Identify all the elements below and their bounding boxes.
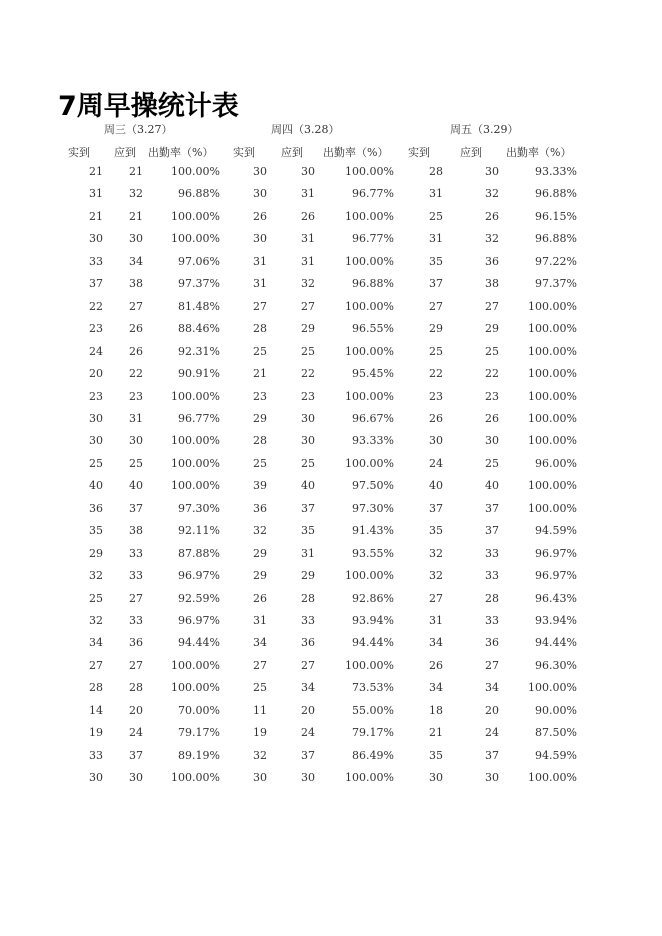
attendance-rate: 96.30%	[535, 658, 577, 672]
actual-count: 29	[253, 569, 267, 583]
expected-count: 23	[301, 389, 315, 403]
attendance-rate: 100.00%	[528, 479, 577, 493]
expected-count: 30	[485, 165, 499, 178]
attendance-rate: 73.53%	[352, 681, 394, 695]
attendance-rate: 96.97%	[178, 569, 220, 583]
actual-count: 40	[429, 479, 443, 493]
attendance-rate: 93.94%	[352, 614, 394, 627]
attendance-rate: 100.00%	[528, 771, 577, 785]
expected-count: 21	[129, 209, 143, 223]
actual-count: 24	[429, 456, 443, 470]
attendance-rate: 88.46%	[178, 322, 220, 336]
attendance-rate: 100.00%	[345, 254, 394, 268]
attendance-rate: 100.00%	[345, 209, 394, 223]
expected-count: 27	[129, 591, 143, 605]
actual-count: 32	[89, 569, 103, 583]
attendance-rate: 100.00%	[171, 434, 220, 448]
attendance-rate: 100.00%	[171, 209, 220, 223]
column-header: 应到	[281, 146, 303, 159]
actual-count: 23	[253, 389, 267, 403]
attendance-rate: 96.55%	[352, 322, 394, 336]
expected-count: 36	[129, 636, 143, 650]
day-header: 周四（3.28）	[271, 123, 340, 136]
attendance-rate: 90.91%	[178, 367, 220, 381]
actual-count: 14	[89, 703, 103, 717]
attendance-rate: 94.44%	[352, 636, 394, 650]
expected-count: 20	[485, 703, 499, 717]
actual-count: 30	[89, 411, 103, 425]
attendance-rate: 97.22%	[535, 254, 577, 268]
expected-count: 33	[485, 569, 499, 583]
column-header: 应到	[114, 146, 136, 159]
attendance-rate: 96.77%	[352, 187, 394, 201]
attendance-rate: 93.33%	[535, 165, 577, 178]
attendance-rate: 89.19%	[178, 748, 220, 762]
column-header: 出勤率（%）	[506, 146, 572, 159]
expected-count: 28	[301, 591, 315, 605]
expected-count: 27	[301, 299, 315, 313]
expected-count: 29	[301, 322, 315, 336]
expected-count: 26	[129, 322, 143, 336]
actual-count: 35	[429, 254, 443, 268]
actual-count: 23	[89, 322, 103, 336]
actual-count: 32	[253, 524, 267, 538]
expected-count: 34	[129, 254, 143, 268]
attendance-rate: 96.67%	[352, 411, 394, 425]
actual-count: 27	[89, 658, 103, 672]
column-header: 出勤率（%）	[323, 146, 389, 159]
attendance-rate: 91.43%	[352, 524, 394, 538]
expected-count: 27	[129, 299, 143, 313]
attendance-rate: 96.97%	[535, 546, 577, 560]
expected-count: 31	[301, 546, 315, 560]
expected-count: 20	[129, 703, 143, 717]
actual-count: 37	[429, 277, 443, 291]
attendance-rate: 81.48%	[178, 299, 220, 313]
actual-count: 27	[253, 299, 267, 313]
attendance-rate: 55.00%	[352, 703, 394, 717]
expected-count: 34	[485, 681, 499, 695]
expected-count: 23	[485, 389, 499, 403]
actual-count: 22	[429, 367, 443, 381]
actual-count: 21	[89, 165, 103, 178]
actual-count: 36	[253, 501, 267, 515]
actual-count: 35	[89, 524, 103, 538]
expected-count: 32	[485, 232, 499, 246]
expected-count: 38	[129, 277, 143, 291]
expected-count: 40	[129, 479, 143, 493]
expected-count: 36	[485, 254, 499, 268]
expected-count: 31	[301, 187, 315, 201]
actual-count: 30	[429, 434, 443, 448]
attendance-rate: 92.86%	[352, 591, 394, 605]
expected-count: 31	[301, 254, 315, 268]
expected-count: 27	[485, 299, 499, 313]
expected-count: 26	[301, 209, 315, 223]
expected-count: 24	[129, 726, 143, 740]
attendance-rate: 97.37%	[535, 277, 577, 291]
attendance-rate: 96.97%	[178, 614, 220, 627]
attendance-rate: 79.17%	[352, 726, 394, 740]
attendance-rate: 86.49%	[352, 748, 394, 762]
expected-count: 36	[301, 636, 315, 650]
actual-count: 30	[253, 187, 267, 201]
attendance-rate: 97.37%	[178, 277, 220, 291]
expected-count: 23	[129, 389, 143, 403]
attendance-rate: 100.00%	[345, 771, 394, 785]
actual-count: 40	[89, 479, 103, 493]
attendance-rate: 92.59%	[178, 591, 220, 605]
expected-count: 22	[301, 367, 315, 381]
expected-count: 35	[301, 524, 315, 538]
actual-count: 30	[253, 165, 267, 178]
actual-count: 31	[89, 187, 103, 201]
actual-count: 25	[253, 681, 267, 695]
column-header: 出勤率（%）	[148, 146, 214, 159]
expected-count: 38	[129, 524, 143, 538]
actual-count: 32	[253, 748, 267, 762]
attendance-rate: 94.59%	[535, 748, 577, 762]
expected-count: 37	[485, 501, 499, 515]
actual-count: 26	[253, 209, 267, 223]
column-header: 实到	[408, 146, 430, 159]
attendance-rate: 97.06%	[178, 254, 220, 268]
expected-count: 26	[129, 344, 143, 358]
actual-count: 35	[429, 524, 443, 538]
actual-count: 28	[253, 434, 267, 448]
expected-count: 37	[301, 748, 315, 762]
attendance-rate: 100.00%	[345, 456, 394, 470]
expected-count: 29	[485, 322, 499, 336]
actual-count: 11	[253, 703, 267, 717]
actual-count: 19	[253, 726, 267, 740]
column-header: 实到	[233, 146, 255, 159]
attendance-rate: 94.59%	[535, 524, 577, 538]
actual-count: 22	[89, 299, 103, 313]
expected-count: 22	[129, 367, 143, 381]
expected-count: 38	[485, 277, 499, 291]
column-header: 应到	[460, 146, 482, 159]
attendance-rate: 87.88%	[178, 546, 220, 560]
expected-count: 30	[301, 165, 315, 178]
expected-count: 28	[485, 591, 499, 605]
expected-count: 27	[301, 658, 315, 672]
attendance-rate: 100.00%	[528, 389, 577, 403]
attendance-rate: 100.00%	[528, 322, 577, 336]
expected-count: 25	[485, 344, 499, 358]
expected-count: 37	[129, 748, 143, 762]
actual-count: 18	[429, 703, 443, 717]
actual-count: 39	[253, 479, 267, 493]
actual-count: 32	[429, 569, 443, 583]
actual-count: 34	[429, 636, 443, 650]
actual-count: 27	[429, 591, 443, 605]
actual-count: 31	[253, 614, 267, 627]
attendance-rate: 100.00%	[345, 299, 394, 313]
attendance-rate: 96.77%	[352, 232, 394, 246]
attendance-rate: 96.88%	[535, 187, 577, 201]
expected-count: 24	[301, 726, 315, 740]
expected-count: 37	[129, 501, 143, 515]
actual-count: 37	[429, 501, 443, 515]
expected-count: 33	[129, 569, 143, 583]
actual-count: 25	[429, 209, 443, 223]
attendance-rate: 93.55%	[352, 546, 394, 560]
attendance-rate: 100.00%	[345, 569, 394, 583]
actual-count: 31	[429, 614, 443, 627]
actual-count: 30	[253, 771, 267, 785]
expected-count: 30	[485, 771, 499, 785]
expected-count: 28	[129, 681, 143, 695]
expected-count: 32	[485, 187, 499, 201]
actual-count: 30	[89, 771, 103, 785]
attendance-rate: 94.44%	[535, 636, 577, 650]
attendance-rate: 100.00%	[528, 299, 577, 313]
attendance-rate: 100.00%	[528, 501, 577, 515]
expected-count: 33	[485, 546, 499, 560]
expected-count: 27	[129, 658, 143, 672]
attendance-rate: 100.00%	[171, 479, 220, 493]
attendance-rate: 96.43%	[535, 591, 577, 605]
actual-count: 26	[429, 411, 443, 425]
attendance-rate: 100.00%	[171, 165, 220, 178]
expected-count: 36	[485, 636, 499, 650]
actual-count: 23	[429, 389, 443, 403]
actual-count: 20	[89, 367, 103, 381]
expected-count: 30	[129, 771, 143, 785]
actual-count: 33	[89, 254, 103, 268]
attendance-rate: 92.11%	[178, 524, 220, 538]
attendance-rate: 100.00%	[171, 232, 220, 246]
actual-count: 26	[253, 591, 267, 605]
attendance-rate: 100.00%	[171, 389, 220, 403]
actual-count: 34	[429, 681, 443, 695]
actual-count: 35	[429, 748, 443, 762]
expected-count: 33	[129, 546, 143, 560]
expected-count: 26	[485, 411, 499, 425]
attendance-rate: 95.45%	[352, 367, 394, 381]
attendance-rate: 100.00%	[528, 367, 577, 381]
day-header: 周三（3.27）	[104, 123, 173, 136]
expected-count: 30	[129, 232, 143, 246]
expected-count: 21	[129, 165, 143, 178]
expected-count: 31	[301, 232, 315, 246]
actual-count: 28	[89, 681, 103, 695]
actual-count: 21	[89, 209, 103, 223]
attendance-rate: 87.50%	[535, 726, 577, 740]
attendance-rate: 90.00%	[535, 703, 577, 717]
actual-count: 29	[89, 546, 103, 560]
expected-count: 26	[485, 209, 499, 223]
expected-count: 33	[485, 614, 499, 627]
expected-count: 25	[301, 456, 315, 470]
actual-count: 33	[89, 748, 103, 762]
expected-count: 32	[129, 187, 143, 201]
expected-count: 30	[301, 434, 315, 448]
expected-count: 27	[485, 658, 499, 672]
attendance-rate: 100.00%	[171, 658, 220, 672]
actual-count: 29	[429, 322, 443, 336]
actual-count: 24	[89, 344, 103, 358]
attendance-rate: 100.00%	[528, 411, 577, 425]
attendance-rate: 97.50%	[352, 479, 394, 493]
actual-count: 29	[253, 411, 267, 425]
expected-count: 25	[129, 456, 143, 470]
attendance-rate: 96.77%	[178, 411, 220, 425]
actual-count: 34	[89, 636, 103, 650]
actual-count: 27	[429, 299, 443, 313]
expected-count: 32	[301, 277, 315, 291]
actual-count: 25	[429, 344, 443, 358]
expected-count: 33	[129, 614, 143, 627]
expected-count: 37	[485, 748, 499, 762]
page-title: 7周早操统计表	[58, 91, 239, 122]
expected-count: 22	[485, 367, 499, 381]
attendance-rate: 100.00%	[345, 389, 394, 403]
actual-count: 28	[429, 165, 443, 178]
actual-count: 32	[89, 614, 103, 627]
expected-count: 25	[301, 344, 315, 358]
attendance-rate: 100.00%	[171, 456, 220, 470]
actual-count: 32	[429, 546, 443, 560]
attendance-rate: 70.00%	[178, 703, 220, 717]
attendance-rate: 100.00%	[171, 681, 220, 695]
attendance-rate: 97.30%	[352, 501, 394, 515]
attendance-rate: 100.00%	[171, 771, 220, 785]
attendance-rate: 96.97%	[535, 569, 577, 583]
expected-count: 31	[129, 411, 143, 425]
column-header: 实到	[68, 146, 90, 159]
expected-count: 29	[301, 569, 315, 583]
expected-count: 40	[301, 479, 315, 493]
expected-count: 37	[301, 501, 315, 515]
attendance-rate: 100.00%	[345, 344, 394, 358]
expected-count: 30	[129, 434, 143, 448]
day-header: 周五（3.29）	[450, 123, 519, 136]
expected-count: 37	[485, 524, 499, 538]
actual-count: 36	[89, 501, 103, 515]
actual-count: 25	[89, 456, 103, 470]
actual-count: 30	[89, 434, 103, 448]
attendance-rate: 96.88%	[535, 232, 577, 246]
actual-count: 30	[429, 771, 443, 785]
actual-count: 29	[253, 546, 267, 560]
actual-count: 30	[253, 232, 267, 246]
attendance-rate: 100.00%	[528, 344, 577, 358]
expected-count: 25	[485, 456, 499, 470]
actual-count: 21	[253, 367, 267, 381]
expected-count: 24	[485, 726, 499, 740]
actual-count: 31	[429, 187, 443, 201]
actual-count: 25	[253, 456, 267, 470]
attendance-rate: 96.88%	[352, 277, 394, 291]
expected-count: 30	[301, 771, 315, 785]
actual-count: 25	[89, 591, 103, 605]
actual-count: 34	[253, 636, 267, 650]
expected-count: 33	[301, 614, 315, 627]
expected-count: 34	[301, 681, 315, 695]
actual-count: 28	[253, 322, 267, 336]
expected-count: 30	[301, 411, 315, 425]
attendance-rate: 100.00%	[345, 658, 394, 672]
attendance-rate: 93.94%	[535, 614, 577, 627]
attendance-rate: 100.00%	[528, 434, 577, 448]
actual-count: 19	[89, 726, 103, 740]
actual-count: 27	[253, 658, 267, 672]
attendance-rate: 100.00%	[528, 681, 577, 695]
actual-count: 31	[253, 277, 267, 291]
actual-count: 31	[253, 254, 267, 268]
actual-count: 23	[89, 389, 103, 403]
attendance-rate: 96.15%	[535, 209, 577, 223]
attendance-rate: 79.17%	[178, 726, 220, 740]
attendance-rate: 96.88%	[178, 187, 220, 201]
actual-count: 21	[429, 726, 443, 740]
attendance-rate: 96.00%	[535, 456, 577, 470]
actual-count: 30	[89, 232, 103, 246]
expected-count: 20	[301, 703, 315, 717]
expected-count: 30	[485, 434, 499, 448]
actual-count: 26	[429, 658, 443, 672]
attendance-rate: 97.30%	[178, 501, 220, 515]
attendance-rate: 100.00%	[345, 165, 394, 178]
expected-count: 40	[485, 479, 499, 493]
actual-count: 37	[89, 277, 103, 291]
attendance-rate: 94.44%	[178, 636, 220, 650]
actual-count: 31	[429, 232, 443, 246]
attendance-rate: 92.31%	[178, 344, 220, 358]
actual-count: 25	[253, 344, 267, 358]
attendance-rate: 93.33%	[352, 434, 394, 448]
